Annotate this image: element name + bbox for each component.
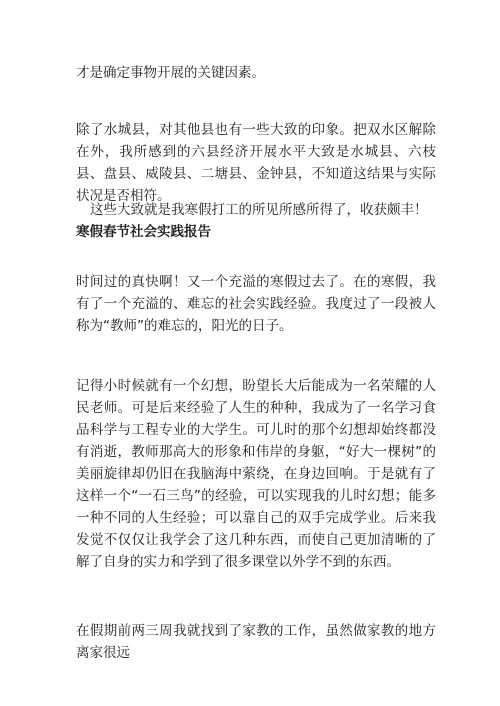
section-heading: 寒假春节社会实践报告	[76, 224, 211, 240]
paragraph-continuation: 才是确定事物开展的关键因素。	[76, 65, 265, 81]
paragraph-intro: 时间过的真快啊！又一个充溢的寒假过去了。在的寒假，我有了一个充溢的、难忘的社会实践经验。我度过了一段被人称为“教师”的难忘的，阳光的日子。	[76, 274, 436, 334]
paragraph-tutoring: 在假期前两三周我就找到了家教的工作，虽然做家教的地方离家很远	[76, 623, 436, 661]
paragraph-childhood-dream: 记得小时候就有一个幻想，盼望长大后能成为一名荣耀的人民老师。可是后来经验了人生的种种，我成为了一名学习食品科学与工程专业的大学生。可儿时的那个幻想却始终都没有消逝，教师那高大的形象和伟岸的身躯，“好大一棵树”的美丽旋律却仍旧在我脑海中萦绕，在身边回响。于是就有了这样一个“一石三鸟”的经验，可以实现我的儿时幻想；能多一种不同的人生经验；可以靠自己的双手完成学业。后来我发觉不仅仅让我学会了这几种东西，而使自己更加清晰的了解了自身的实力和学到了很多课堂以外学不到的东西。	[76, 378, 436, 570]
paragraph-summary: 这些大致就是我寒假打工的所见所感所得了，收获颇丰！	[90, 202, 428, 218]
paragraph-county-impressions: 除了水城县，对其他县也有一些大致的印象。把双水区解除在外，我所感到的六县经济开展水平大致是水城县、六枝县、盘县、威陵县、二塘县、金钟县，不知道这结果与实际状况是否相符。	[76, 122, 436, 204]
